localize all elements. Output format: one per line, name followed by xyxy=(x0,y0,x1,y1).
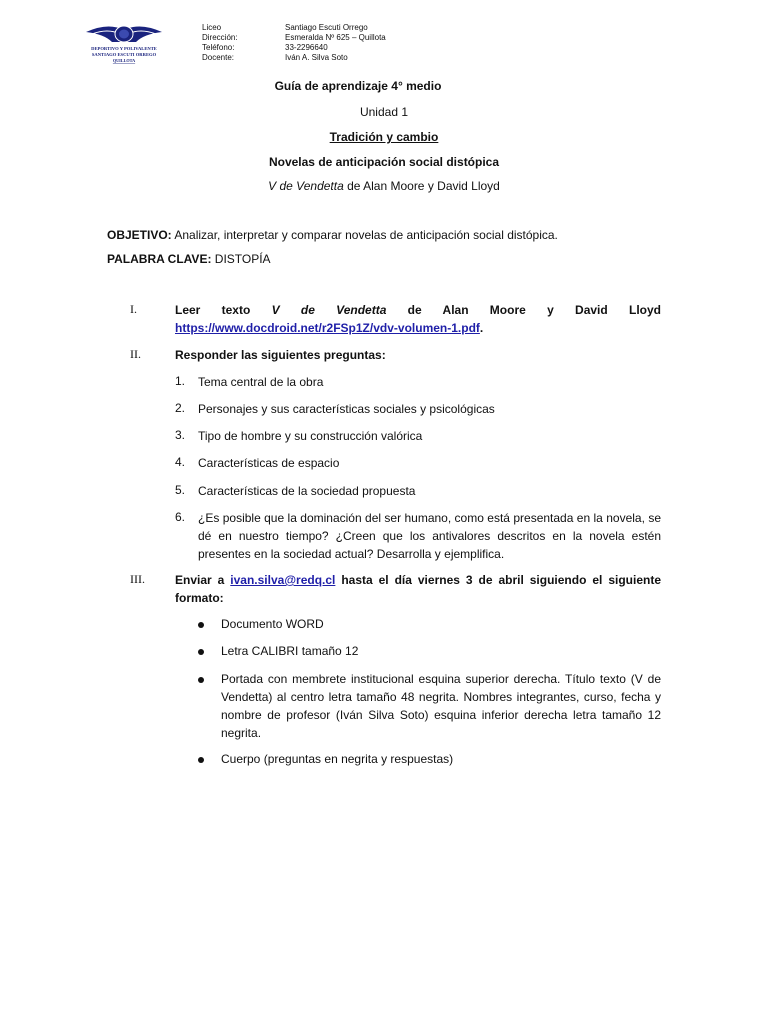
question-3-number: 3. xyxy=(175,428,186,442)
question-2-text: Personajes y sus características sociales y psicológicas xyxy=(198,402,495,416)
book-authors: de Alan Moore y David Lloyd xyxy=(343,179,500,193)
question-6-text: ¿Es posible que la dominación del ser humano, como está presentada en la novela, se dé en nuestro tiempo? ¿Creen que los antivalores descritos en la novela estén presentes en la sociedad actual? Desarrolla y ejemplifica. xyxy=(198,511,661,561)
read-prefix: Leer texto xyxy=(175,303,272,317)
read-authors: de Alan Moore y David Lloyd xyxy=(386,303,662,317)
section-3-numeral: III. xyxy=(130,572,145,586)
question-5-number: 5. xyxy=(175,483,186,497)
header-label-direccion: Dirección: xyxy=(202,33,238,42)
book-line xyxy=(0,179,768,193)
keyword-label: PALABRA CLAVE: xyxy=(107,252,212,266)
section-1-read-line xyxy=(175,301,661,319)
bullet-icon xyxy=(198,757,204,763)
format-item-1: Documento WORD xyxy=(221,617,324,631)
keyword-text: DISTOPÍA xyxy=(211,252,271,266)
question-2-number: 2. xyxy=(175,401,186,415)
question-1-text: Tema central de la obra xyxy=(198,375,324,389)
keyword-line xyxy=(107,252,271,266)
bullet-icon xyxy=(198,649,204,655)
theme-title: Tradición y cambio xyxy=(329,130,439,144)
genre-title: Novelas de anticipación social distópica xyxy=(268,155,500,169)
question-1-number: 1. xyxy=(175,374,186,388)
svg-text:DEPORTIVO Y POLIVALENTE: DEPORTIVO Y POLIVALENTE xyxy=(91,46,157,51)
bullet-icon xyxy=(198,677,204,683)
svg-text:QUILLOTA: QUILLOTA xyxy=(112,58,136,63)
email-link[interactable]: ivan.silva@redq.cl xyxy=(230,573,336,587)
header-value-direccion: Esmeralda Nº 625 – Quillota xyxy=(285,33,386,42)
school-crest-icon xyxy=(78,20,170,66)
link-period: . xyxy=(479,321,484,335)
header-label-liceo: Liceo xyxy=(202,23,222,32)
section-2-numeral: II. xyxy=(130,347,141,361)
header-label-docente: Docente: xyxy=(202,53,235,62)
section-1-link-line xyxy=(175,319,661,337)
objective-line xyxy=(107,228,558,242)
header-label-telefono: Teléfono: xyxy=(202,43,235,52)
format-item-4: Cuerpo (preguntas en negrita y respuestas) xyxy=(221,752,454,766)
school-logo xyxy=(78,20,170,66)
question-6-number: 6. xyxy=(175,510,186,524)
guide-title: Guía de aprendizaje 4° medio xyxy=(274,79,442,93)
question-4-text: Características de espacio xyxy=(198,456,340,470)
section-1-numeral: I. xyxy=(130,302,137,316)
header-value-telefono: 33-2296640 xyxy=(285,43,328,52)
bullet-icon xyxy=(198,622,204,628)
format-item-3: Portada con membrete institucional esquina superior derecha. Título texto (V de Vendetta) al centro letra tamaño 48 negrita. Nombres integrantes, curso, fecha y nombre de profesor (Iván Silva Soto) esquina inferior derecha letra tamaño 12 negrita. xyxy=(221,672,661,740)
question-3-text: Tipo de hombre y su construcción valórica xyxy=(198,429,423,443)
read-title: V de Vendetta xyxy=(271,303,387,317)
header-value-docente: Iván A. Silva Soto xyxy=(285,53,348,62)
book-title: V de Vendetta xyxy=(268,179,344,193)
format-item-2: Letra CALIBRI tamaño 12 xyxy=(221,644,359,658)
send-prefix: Enviar a xyxy=(175,573,231,587)
section-3-send-line xyxy=(175,571,661,607)
svg-text:SANTIAGO ESCUTI ORREGO: SANTIAGO ESCUTI ORREGO xyxy=(91,52,157,57)
objective-text: Analizar, interpretar y comparar novelas de anticipación social distópica. xyxy=(171,228,558,242)
question-4-number: 4. xyxy=(175,455,186,469)
question-5-text: Características de la sociedad propuesta xyxy=(198,484,416,498)
send-suffix: hasta el día viernes 3 de abril siguiendo el siguiente formato: xyxy=(175,573,662,605)
section-2-heading: Responder las siguientes preguntas: xyxy=(175,348,386,362)
objective-label: OBJETIVO: xyxy=(107,228,172,242)
unit-title: Unidad 1 xyxy=(359,105,409,119)
document-link[interactable]: https://www.docdroid.net/r2FSp1Z/vdv-volumen-1.pdf xyxy=(175,321,480,335)
header-value-liceo: Santiago Escuti Orrego xyxy=(285,23,368,32)
